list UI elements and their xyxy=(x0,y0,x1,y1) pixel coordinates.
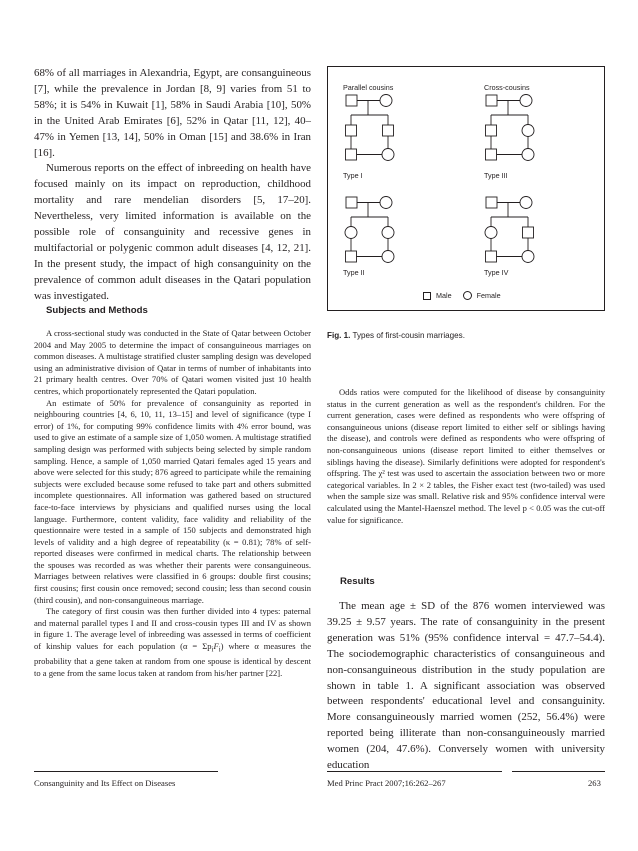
label-type-3: Type III xyxy=(484,171,508,180)
male-square-icon xyxy=(423,292,431,300)
intro-paragraph-2: Numerous reports on the effect of inbreeding on health have focused mainly on its impact on reproduction, childhood mortality and rare mendelian disorders [5, 17–20]. Nevertheless, very limited information is available on the possible role of consanguinity and recessive genes in multifactorial or polygenic common adult diseases [4, 12, 21]. In the present study, the impact of high consanguinity on the prevalence of common adult diseases in the Qatari population was investigated. xyxy=(34,162,311,302)
pedigree-diagram xyxy=(328,67,604,310)
results-paragraph-1: The mean age ± SD of the 876 women interviewed was 39.25 ± 9.57 years. The rate of consanguinity in the present generation was 51% (95% confidence interval = 47.7–54.4). The sociodemographic characteristics of consanguineous and non-consanguineous distribution in the study population are shown in table 1. A significant association was observed between respondents' educational level and consanguinity. More consanguineously married women (252, 56.4%) were reported being illiterate than non-consanguineously married women (204, 47.6%). Conversely women with university education xyxy=(327,600,605,772)
results-heading: Results xyxy=(340,576,375,587)
methods-paragraph-1: A cross-sectional study was conducted in the State of Qatar between October 2004 and May 2005 to determine the impact of consanguineous marriages on common diseases. A multistage stratified cluster sampling design was developed using an administrative division of Qatar in terms of number of inhabitants into 21 primary health centres. Over 70% of Qatari women visited just 10 health centres, which proportionately represented the Qatari population. xyxy=(34,328,311,396)
results-text xyxy=(327,599,605,774)
methods-heading: Subjects and Methods xyxy=(46,305,148,316)
caption-text: Types of first-cousin marriages. xyxy=(350,331,465,340)
footer-running-title: Consanguinity and Its Effect on Diseases xyxy=(34,778,176,788)
legend-male: Male xyxy=(436,291,452,300)
footer-rule-left xyxy=(34,771,218,772)
footer-page-number: 263 xyxy=(588,778,601,788)
label-type-4: Type IV xyxy=(484,268,509,277)
statistics-paragraph: Odds ratios were computed for the likelihood of disease by consanguinity status in the current generation as well as the respondent's children. For the current generation, cases were defined as respondents who were offspring of consanguineous unions (disease report limited to either self or siblings having the disease), and controls were defined as respondents who were offspring of non-consanguineous unions (disease report limited to either themselves or siblings having the disease). Similarly definitions were adopted for respondent's offspring. The χ² test was used to ascertain the association between two or more categorical variables. In 2 × 2 tables, the Fisher exact test (two-tailed) was used when the sample size was small. Relative risk and 95% confidence interval were calculated using the Mantel-Haenszel method. The level p < 0.05 was the cut-off value for significance. xyxy=(327,387,605,525)
figure-caption xyxy=(327,331,605,340)
footer-rule-page xyxy=(512,771,605,772)
footer-rule-right xyxy=(327,771,502,772)
footer-journal-citation: Med Princ Pract 2007;16:262–267 xyxy=(327,778,446,788)
pedigree-type-1 xyxy=(346,95,395,161)
label-parallel-cousins: Parallel cousins xyxy=(343,83,394,92)
legend xyxy=(423,291,501,300)
left-column xyxy=(34,66,311,305)
methods-paragraph-3: The category of first cousin was then further divided into 4 types: paternal and maternal parallel types I and II and cross-cousin types III and IV as shown in figure 1. The average level of inbreeding was assessed in terms of coefficient of kinship values for each population $(\alpha = \Sigma p_iF_i)$ where α measures the probability that a gene taken at random from one spouse is identical by descent to a gene from the same locus taken at random from his/her partner [22]. xyxy=(34,606,311,678)
pedigree-type-2 xyxy=(345,197,394,263)
label-type-1: Type I xyxy=(343,171,363,180)
legend-female: Female xyxy=(476,291,501,300)
pedigree-type-3 xyxy=(486,95,535,161)
methods-text xyxy=(34,328,311,680)
figure-1-box xyxy=(327,66,605,311)
label-type-2: Type II xyxy=(343,268,365,277)
female-circle-icon xyxy=(463,291,472,300)
pedigree-type-4 xyxy=(485,197,534,263)
methods-paragraph-2: An estimate of 50% for prevalence of consanguinity as reported in neighbouring countries [4, 6, 10, 11, 13–15] and level of significance (type I error) of 1%, for computing 99% confidence limits with 4% error bound, was used to give an estimate of a sample size of 1,050 women. A multistage stratified sampling design was performed with subjects being selected by simple random sampling. Hence, a sample of 1,050 married Qatari females aged 15 years and above were selected for this study; 876 agreed to participate while the remaining subjects were excluded because some refused to take part and others submitted incomplete questionnaires. All information was gathered based on structured face-to-face interviews by physicians and qualified nurses using the local language. Furthermore, content validity, face validity and reliability of the questionnaire were tested in a sample of 150 subjects and demonstrated high levels of validity and a high degree of repeatability (κ = 0.81); 78% of self-reported diseases were confirmed in medical charts. The relationship between the spouses was recorded as was whether their parents were consanguineous. Marriages between relatives were classified in 6 groups: double first cousins; first cousins; first cousin once removed; second cousin; less than second cousin (third cousin), and non-consanguineous marriage. xyxy=(34,397,311,605)
label-cross-cousins: Cross-cousins xyxy=(484,83,530,92)
intro-paragraph-1: 68% of all marriages in Alexandria, Egypt, are consanguineous [7], while the prevalence in Jordan [8, 9] varies from 51 to 58%; it is 54% in Kuwait [1], 58% in Saudi Arabia [10], 50% in the United Arab Emirates [6], 52% in Qatar [11, 12], 40–47% in Yemen [13, 14], 50% in Oman [15] and 38.6% in Iran [16]. xyxy=(34,67,311,159)
caption-label: Fig. 1. xyxy=(327,331,351,340)
right-statistics-text xyxy=(327,387,605,526)
